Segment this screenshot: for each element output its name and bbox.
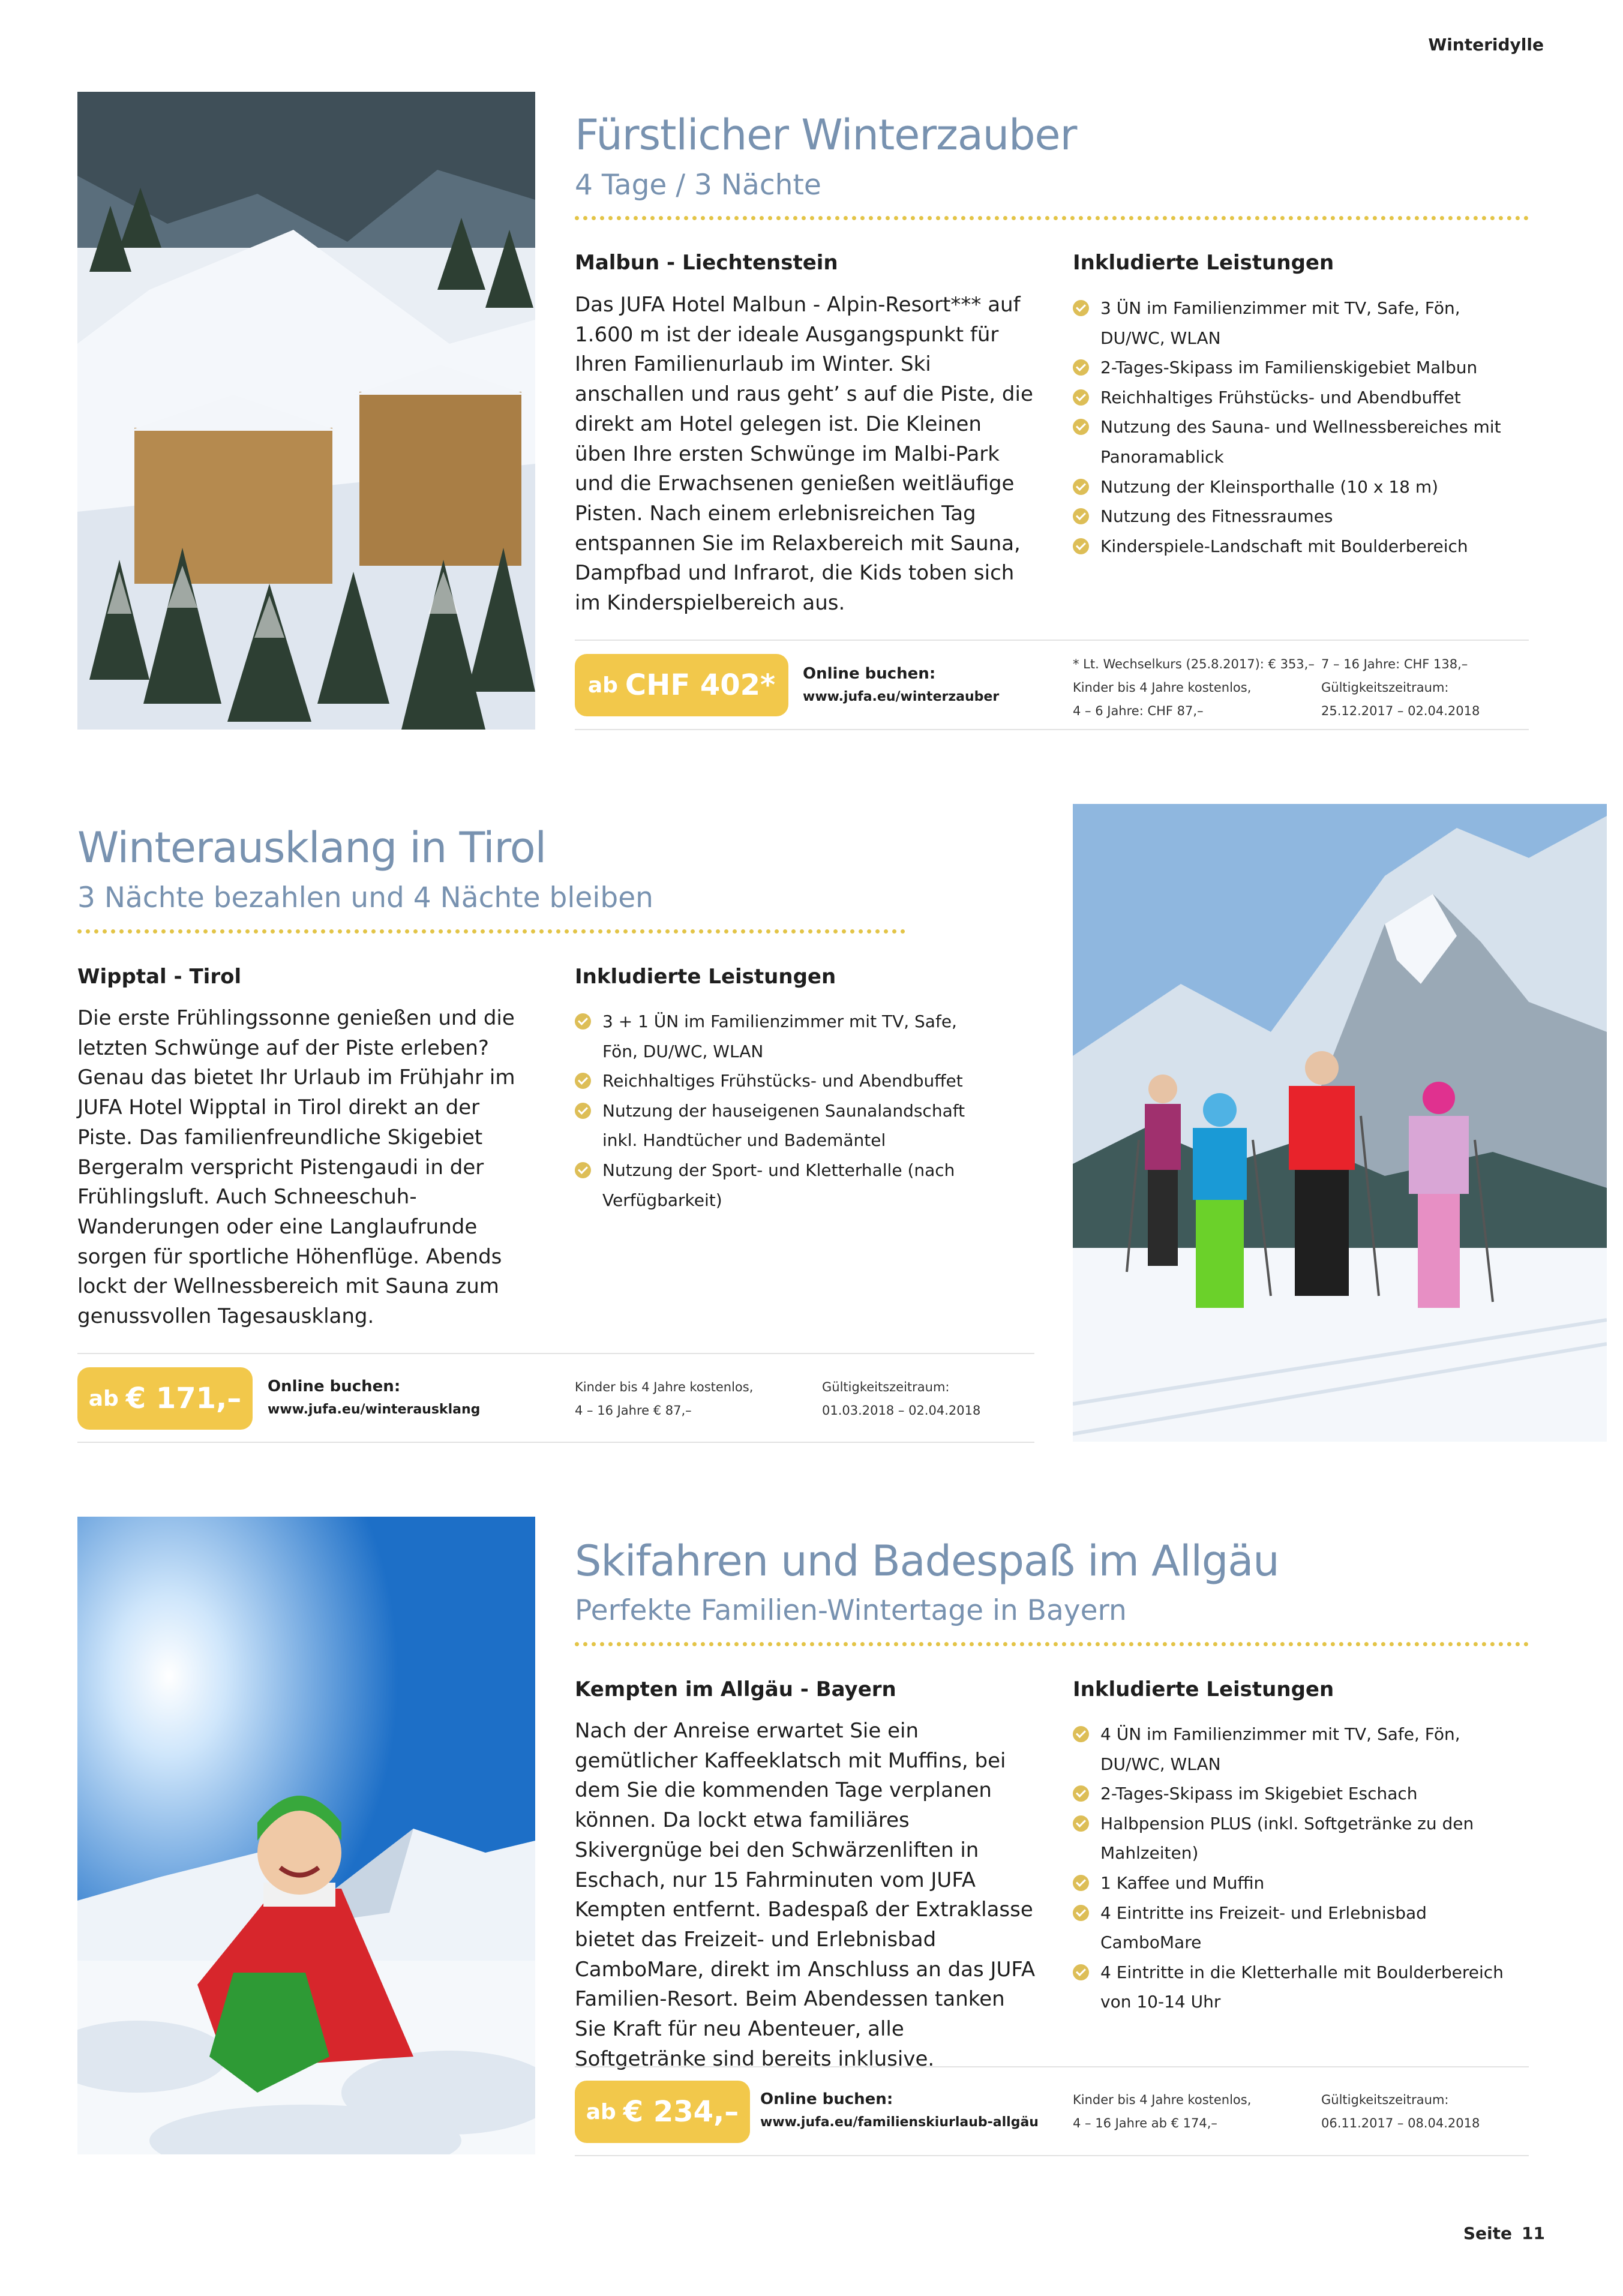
included-list [1073,1719,1529,2017]
offer-description: Das JUFA Hotel Malbun - Alpin-Resort*** auf 1.600 m ist der ideale Ausgangspunkt für Ihren Familienurlaub im Winter. Ski anschallen und raus geht’ s auf die Piste, die direkt am Hotel gelegen ist. Die Kleinen üben Ihre ersten Schwünge im Malbi-Park und die Erwachsenen genießen weitläufige Pisten. Nach einem erlebnisreichen Tag entspannen Sie im Relaxbereich mit Sauna, Dampfbad und Infrarot, die Kids toben sich im Kinderspielbereich aus. [575,293,1033,616]
included-item: Nutzung des Sauna- und Wellnessbereiches mit Panoramablick [1073,412,1529,472]
offer-subtitle: Perfekte Familien-Wintertage in Bayern [575,1594,1127,1627]
note-line: Kinder bis 4 Jahre kostenlos, [1073,2093,1252,2107]
check-icon [575,1103,591,1119]
included-item: 4 Eintritte in die Kletterhalle mit Boulderbereich von 10-14 Uhr [1073,1958,1529,2017]
included-item: 2-Tages-Skipass im Familienskigebiet Malbun [1073,353,1529,383]
divider [77,1353,1034,1354]
dotted-divider [77,929,905,934]
offer-title: Fürstlicher Winterzauber [575,110,1077,160]
check-icon [1073,1785,1089,1802]
offer-subtitle: 3 Nächte bezahlen und 4 Nächte bleiben [77,881,653,914]
photo-child-in-snow [77,1517,535,2154]
online-booking-label: Online buchen: [268,1377,401,1395]
price-badge [575,654,788,716]
check-icon [575,1162,591,1178]
price-badge [575,2081,750,2143]
check-icon [1073,508,1089,524]
note-line: Gültigkeitszeitraum: [1321,680,1449,695]
note-line: 4 – 16 Jahre ab € 174,– [1073,2116,1217,2130]
page-number: 11 [1522,2223,1545,2243]
divider [575,640,1529,641]
divider [77,1442,1034,1443]
booking-link[interactable]: www.jufa.eu/winterausklang [268,1402,481,1417]
note-line: 01.03.2018 – 02.04.2018 [822,1403,981,1418]
note-line: Kinder bis 4 Jahre kostenlos, [1073,680,1252,695]
price-prefix: ab [88,1386,119,1411]
price-notes [575,1376,753,1422]
check-icon [1073,1726,1089,1742]
price-value: € 171,– [125,1382,242,1415]
check-icon [575,1073,591,1089]
check-icon [1073,538,1089,554]
included-item: Kinderspiele-Landschaft mit Boulderbereich [1073,532,1529,562]
dotted-divider [575,216,1529,220]
included-list [575,1007,983,1215]
offer-description: Nach der Anreise erwartet Sie ein gemütlicher Kaffeeklatsch mit Muffins, bei dem Sie die kommenden Tage verplanen können. Da lockt etwa familiäres Skivergnüge bei den Schwärzenliften in Eschach, nur 15 Fahrminuten vom JUFA Kempten entfernt. Badespaß der Extraklasse bietet das Freizeit- und Erlebnisbad CamboMare, direkt im Anschluss an das JUFA Familien-Resort. Beim Abendessen tanken Sie Kraft für neu Abenteuer, alle Softgetränke sind bereits inklusive. [575,1719,1036,2071]
included-heading: Inkludierte Leistungen [1073,1677,1334,1701]
check-icon [1073,1875,1089,1891]
page-label: Seite [1463,2223,1513,2243]
divider [575,2066,1529,2067]
check-icon [1073,1815,1089,1832]
included-item: Nutzung des Fitnessraumes [1073,502,1529,532]
validity-notes [822,1376,980,1422]
included-item: Halbpension PLUS (inkl. Softgetränke zu den Mahlzeiten) [1073,1809,1529,1868]
note-line: 4 – 16 Jahre € 87,– [575,1403,692,1418]
included-list [1073,293,1529,561]
included-item: Nutzung der Sport- und Kletterhalle (nach Verfügbarkeit) [575,1155,983,1215]
offer-title: Winterausklang in Tirol [77,823,547,872]
photo-family-cross-country-skiing [1073,804,1607,1442]
check-icon [1073,1964,1089,1980]
offer-description: Die erste Frühlingssonne genießen und die letzten Schwünge auf der Piste erleben? Genau das bietet Ihr Urlaub im Frühjahr im JUFA Hotel Wipptal in Tirol direkt an der Piste. Das familienfreundliche Skigebiet Bergeralm verspricht Pistengaudi in der Frühlingsluft. Auch Schneeschuh-Wanderungen oder eine Langlaufrunde sorgen für sportliche Höhenflüge. Abends lockt der Wellnessbereich mit Sauna zum genussvollen Tagesausklang. [77,1006,515,1329]
divider [575,729,1529,730]
note-line: 25.12.2017 – 02.04.2018 [1321,704,1480,718]
check-icon [1073,300,1089,316]
note-line: 06.11.2017 – 08.04.2018 [1321,2116,1480,2130]
photo-hotel-malbun [77,92,535,730]
included-item: 1 Kaffee und Muffin [1073,1868,1529,1898]
price-value: CHF 402* [625,668,776,702]
note-line: Gültigkeitszeitraum: [822,1380,950,1394]
note-line: 4 – 6 Jahre: CHF 87,– [1073,704,1204,718]
section-label: Winteridylle [1428,35,1544,55]
price-notes [1073,2088,1251,2135]
included-item: 4 ÜN im Familienzimmer mit TV, Safe, Fön, DU/WC, WLAN [1073,1719,1529,1779]
included-item: Reichhaltiges Frühstücks- und Abendbuffet [575,1066,983,1096]
check-icon [1073,479,1089,495]
online-booking-label: Online buchen: [760,2090,893,2108]
divider [575,2155,1529,2156]
price-notes [1073,653,1315,723]
check-icon [575,1013,591,1030]
offer-location: Malbun - Liechtenstein [575,251,838,275]
note-line: Kinder bis 4 Jahre kostenlos, [575,1380,754,1394]
offer-location: Wipptal - Tirol [77,965,242,989]
price-prefix: ab [587,673,618,698]
check-icon [1073,359,1089,376]
included-item: 2-Tages-Skipass im Skigebiet Eschach [1073,1779,1529,1809]
included-item: 3 ÜN im Familienzimmer mit TV, Safe, Fön, DU/WC, WLAN [1073,293,1529,353]
included-heading: Inkludierte Leistungen [1073,251,1334,275]
price-value: € 234,– [623,2095,739,2129]
included-item: Nutzung der Kleinsporthalle (10 x 18 m) [1073,472,1529,502]
note-line: 7 – 16 Jahre: CHF 138,– [1321,657,1468,671]
online-booking-label: Online buchen: [803,665,936,683]
check-icon [1073,419,1089,435]
price-prefix: ab [586,2099,616,2124]
included-item: 4 Eintritte ins Freizeit- und Erlebnisbad CamboMare [1073,1898,1529,1958]
offer-title: Skifahren und Badespaß im Allgäu [575,1536,1279,1586]
included-item: Reichhaltiges Frühstücks- und Abendbuffet [1073,383,1529,413]
price-badge [77,1367,253,1430]
note-line: * Lt. Wechselkurs (25.8.2017): € 353,– [1073,657,1315,671]
page-footer [1463,2223,1545,2243]
booking-link[interactable]: www.jufa.eu/winterzauber [803,689,1000,704]
dotted-divider [575,1642,1529,1646]
check-icon [1073,389,1089,406]
booking-link[interactable]: www.jufa.eu/familienskiurlaub-allgäu [760,2115,1039,2130]
note-line: Gültigkeitszeitraum: [1321,2093,1449,2107]
validity-notes [1321,2088,1480,2135]
offer-subtitle: 4 Tage / 3 Nächte [575,169,821,202]
check-icon [1073,1905,1089,1921]
included-item: 3 + 1 ÜN im Familienzimmer mit TV, Safe, Fön, DU/WC, WLAN [575,1007,983,1066]
offer-location: Kempten im Allgäu - Bayern [575,1677,896,1701]
validity-notes [1321,653,1480,723]
included-item: Nutzung der hauseigenen Saunalandschaft inkl. Handtücher und Bademäntel [575,1096,983,1155]
included-heading: Inkludierte Leistungen [575,965,836,989]
